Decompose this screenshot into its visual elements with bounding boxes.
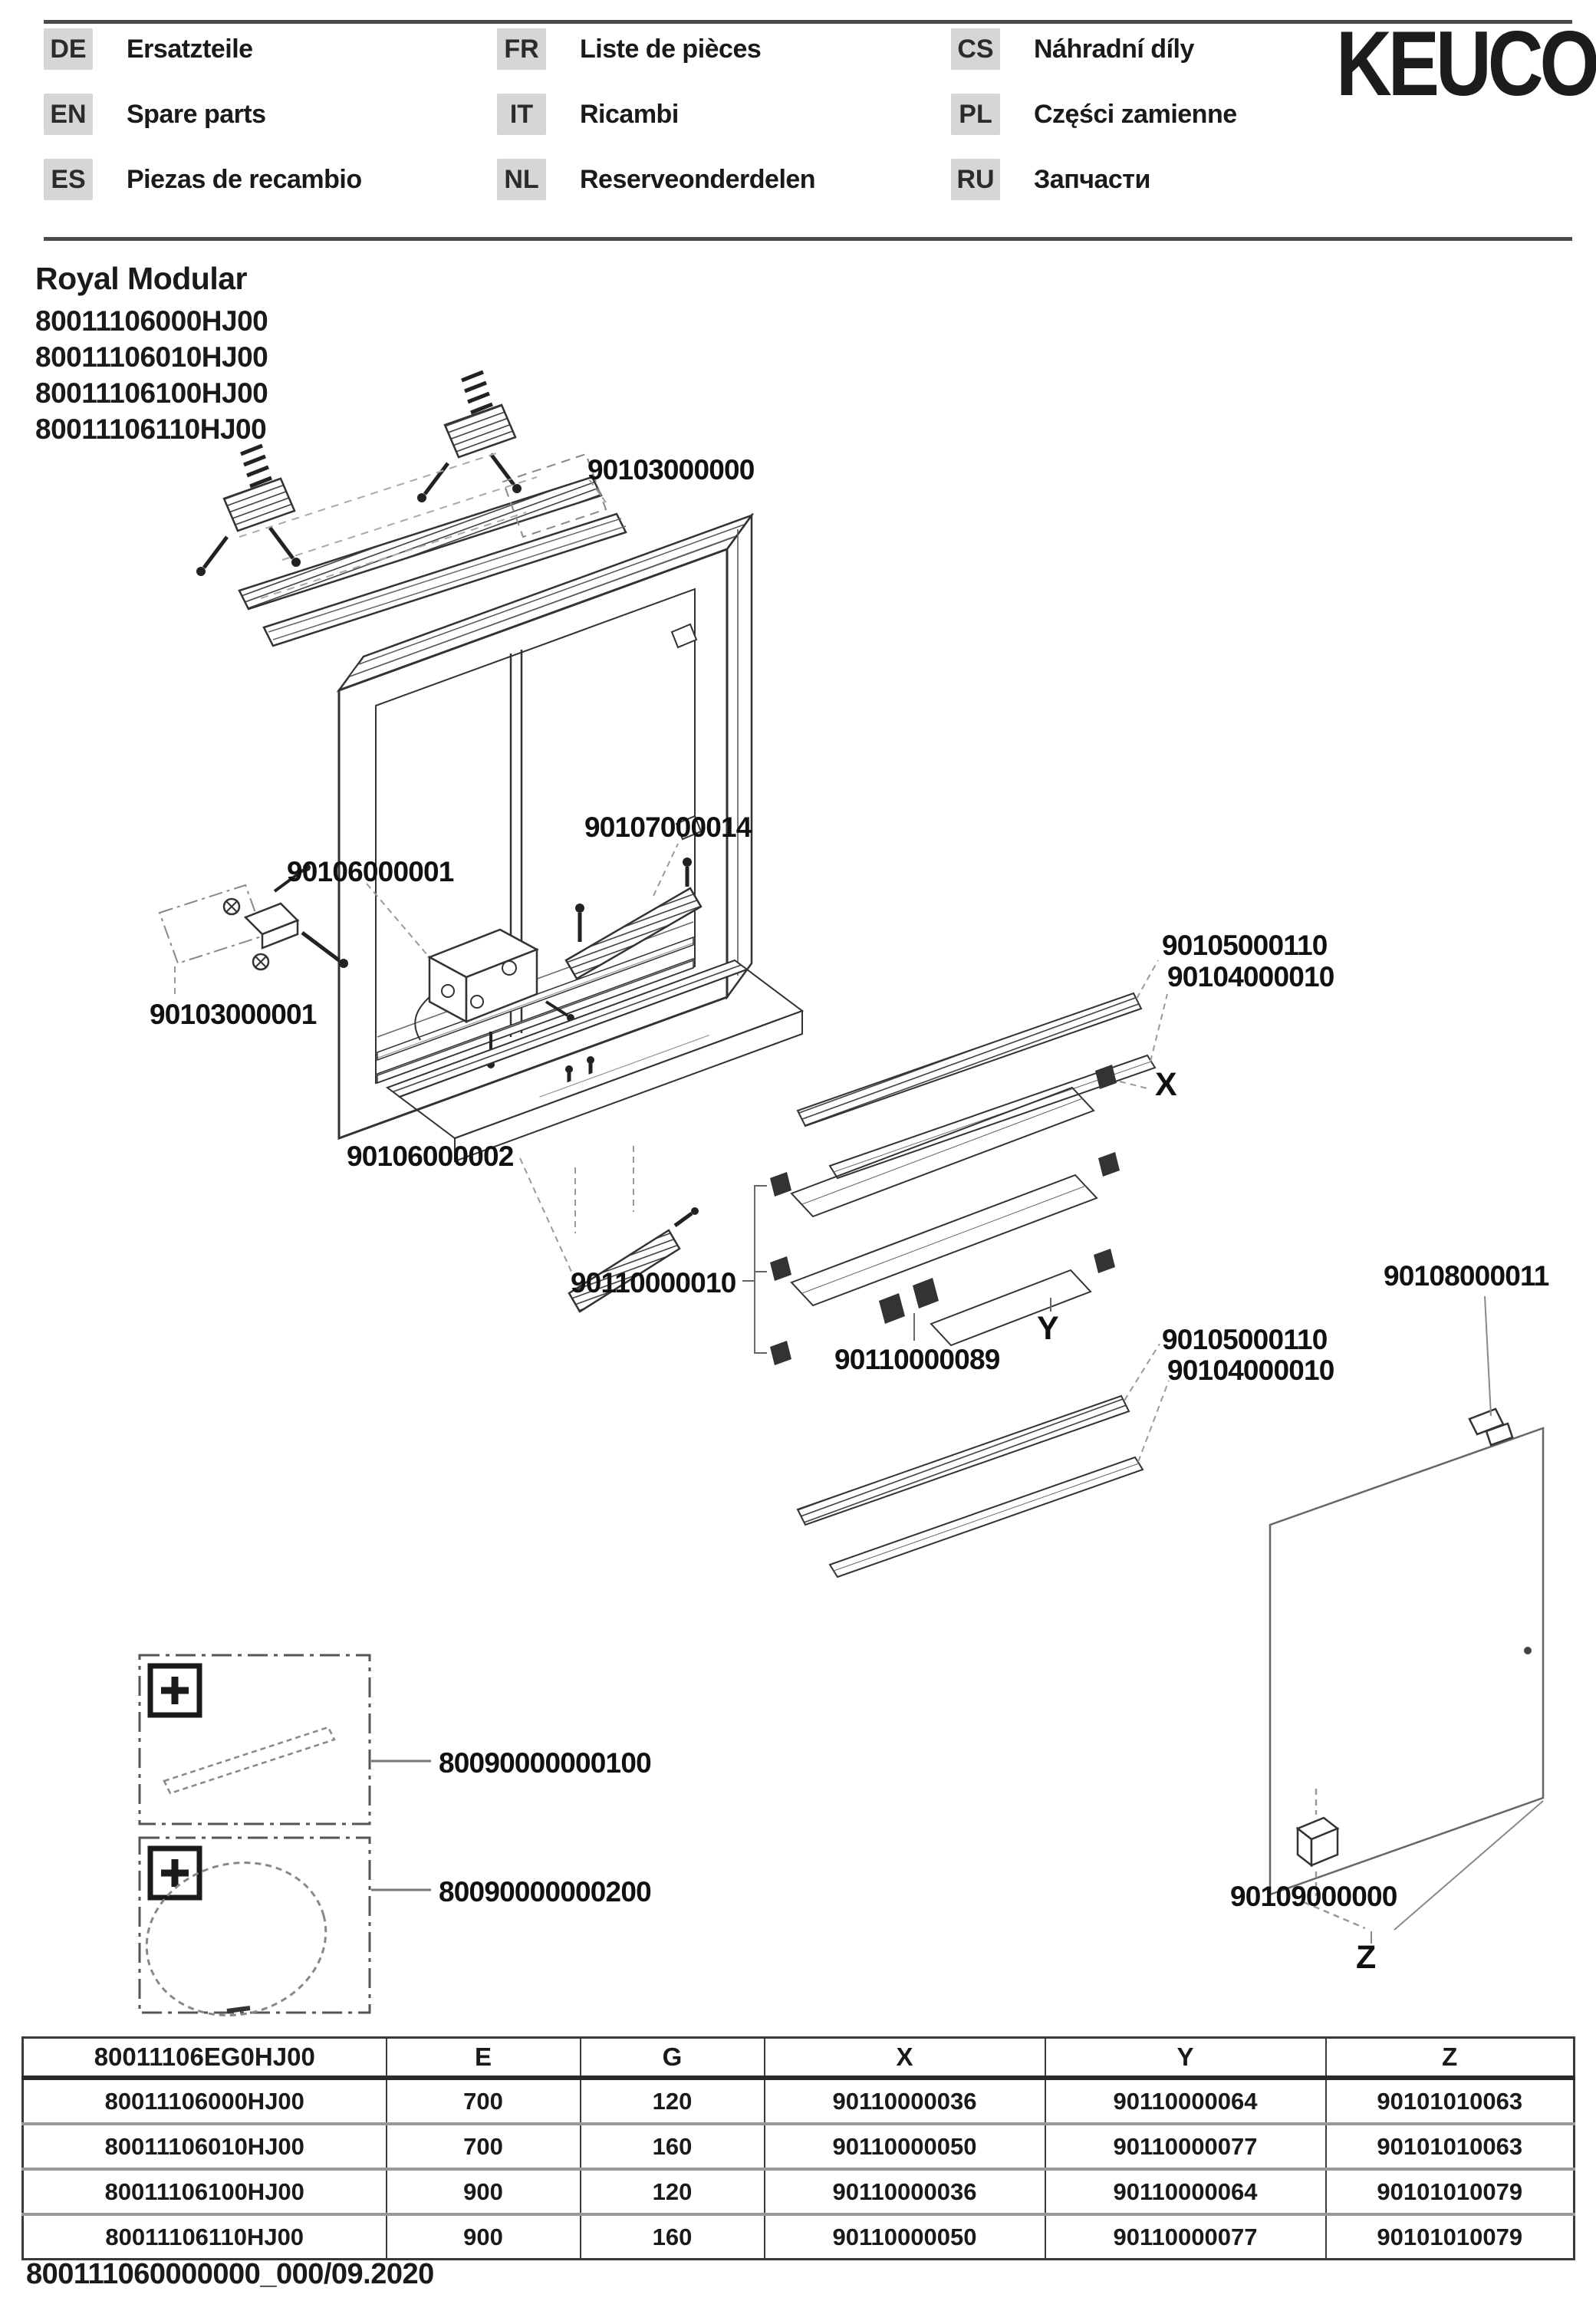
keuco-logo: KEUCO [1336, 12, 1596, 115]
callout-led-cover-bottom: 90105000110 [1162, 1324, 1328, 1355]
lang-code-badge: RU [951, 159, 1000, 200]
variants-table [21, 2036, 1575, 2260]
lang-label: Reserveonderdelen [580, 164, 816, 194]
col-header-z: Z [1326, 2038, 1575, 2079]
callout-led-cover-top: 90105000110 [1162, 930, 1328, 961]
callout-led-strip-bottom: 90104000010 [1167, 1355, 1334, 1386]
cell-z: 90101010063 [1326, 2078, 1575, 2124]
lang-label: Ricambi [580, 99, 679, 129]
cell-y: 90110000064 [1045, 2078, 1326, 2124]
cell-model: 80011106000HJ00 [104, 2087, 304, 2115]
callout-door-hinge: 90108000011 [1384, 1260, 1549, 1292]
cell-g: 160 [581, 2124, 765, 2169]
accessory-box-strip [140, 1655, 431, 1824]
cell-z: 90101010063 [1326, 2124, 1575, 2169]
cell-model: 80011106100HJ00 [23, 2169, 387, 2214]
lang-label: Ersatzteile [127, 34, 253, 64]
callout-led-strip-top: 90104000010 [1167, 961, 1334, 992]
cell-g: 120 [581, 2078, 765, 2124]
cell-e: 900 [387, 2214, 581, 2260]
lang-label: Запчасти [1034, 164, 1150, 194]
lang-label: Części zamienne [1034, 99, 1237, 129]
cell-model: 80011106010HJ00 [23, 2124, 387, 2169]
lang-code-badge: IT [497, 94, 546, 135]
cell-z: 90101010079 [1326, 2214, 1575, 2260]
marker-y: Y [1037, 1310, 1059, 1347]
wall-mounting-assembly [196, 372, 626, 646]
cell-x: 90110000036 [765, 2169, 1045, 2214]
product-code: 80011106010HJ00 [35, 341, 268, 373]
lang-code-badge: DE [44, 28, 93, 70]
cell-e: 700 [387, 2124, 581, 2169]
cell-g: 160 [581, 2214, 765, 2260]
lang-code-badge: ES [44, 159, 93, 200]
col-header-e: E [387, 2038, 581, 2079]
cell-model: 80011106110HJ00 [23, 2214, 387, 2260]
cell-e: 700 [387, 2078, 581, 2124]
callout-door-bracket: 90109000000 [1230, 1881, 1397, 1912]
lang-label: Náhradní díly [1034, 34, 1194, 64]
table-row [23, 2078, 1575, 2124]
cell-x: 90110000050 [765, 2214, 1045, 2260]
col-header-y: Y [1045, 2038, 1326, 2079]
accessory-box-mirror [130, 1838, 431, 2035]
lang-code-badge: EN [44, 94, 93, 135]
lang-label: Spare parts [127, 99, 266, 129]
cell-x: 90110000036 [765, 2078, 1045, 2124]
callout-transformer: 90106000001 [287, 856, 454, 887]
lang-label: Piezas de recambio [127, 164, 362, 194]
marker-z: Z [1356, 1939, 1377, 1976]
table-row [23, 2124, 1575, 2169]
table-row [23, 2169, 1575, 2214]
cell-g: 120 [581, 2169, 765, 2214]
callout-bottom-rail: 90106000002 [347, 1141, 514, 1172]
table-header-row [23, 2038, 1575, 2079]
col-header-g: G [581, 2038, 765, 2079]
product-code: 80011106110HJ00 [35, 413, 267, 445]
product-code: 80011106000HJ00 [35, 305, 268, 337]
callout-power-rail: 90107000014 [584, 811, 752, 843]
callout-mounting-rail: 90103000000 [587, 454, 755, 486]
cell-y: 90110000077 [1045, 2214, 1326, 2260]
lang-code-badge: NL [497, 159, 546, 200]
cell-y: 90110000064 [1045, 2169, 1326, 2214]
lang-label: Liste de pièces [580, 34, 762, 64]
cell-z: 90101010079 [1326, 2169, 1575, 2214]
led-light-unit-bottom [798, 1344, 1169, 1577]
mirror-door [1270, 1296, 1543, 1944]
callout-shelf-clips-left: 90110000010 [571, 1267, 736, 1299]
col-header-x: X [765, 2038, 1045, 2079]
cell-x: 90110000050 [765, 2124, 1045, 2169]
cell-e: 900 [387, 2169, 581, 2214]
cell-y: 90110000077 [1045, 2124, 1326, 2169]
product-code: 80011106100HJ00 [35, 377, 268, 409]
lang-code-badge: FR [497, 28, 546, 70]
document-reference: 800111060000000_000/09.2020 [26, 2258, 434, 2290]
page-title: Royal Modular [35, 261, 247, 296]
col-header-model: 80011106EG0HJ00 [23, 2038, 387, 2079]
callout-accessory-mirror: 80090000000200 [439, 1876, 651, 1908]
lang-code-badge: CS [951, 28, 1000, 70]
callout-shelf-clips-mid: 90110000089 [834, 1344, 1000, 1375]
callout-accessory-strip: 80090000000100 [439, 1747, 651, 1779]
callout-left-bracket: 90103000001 [150, 999, 317, 1030]
marker-x: X [1155, 1066, 1177, 1103]
lang-code-badge: PL [951, 94, 1000, 135]
table-row [23, 2214, 1575, 2260]
